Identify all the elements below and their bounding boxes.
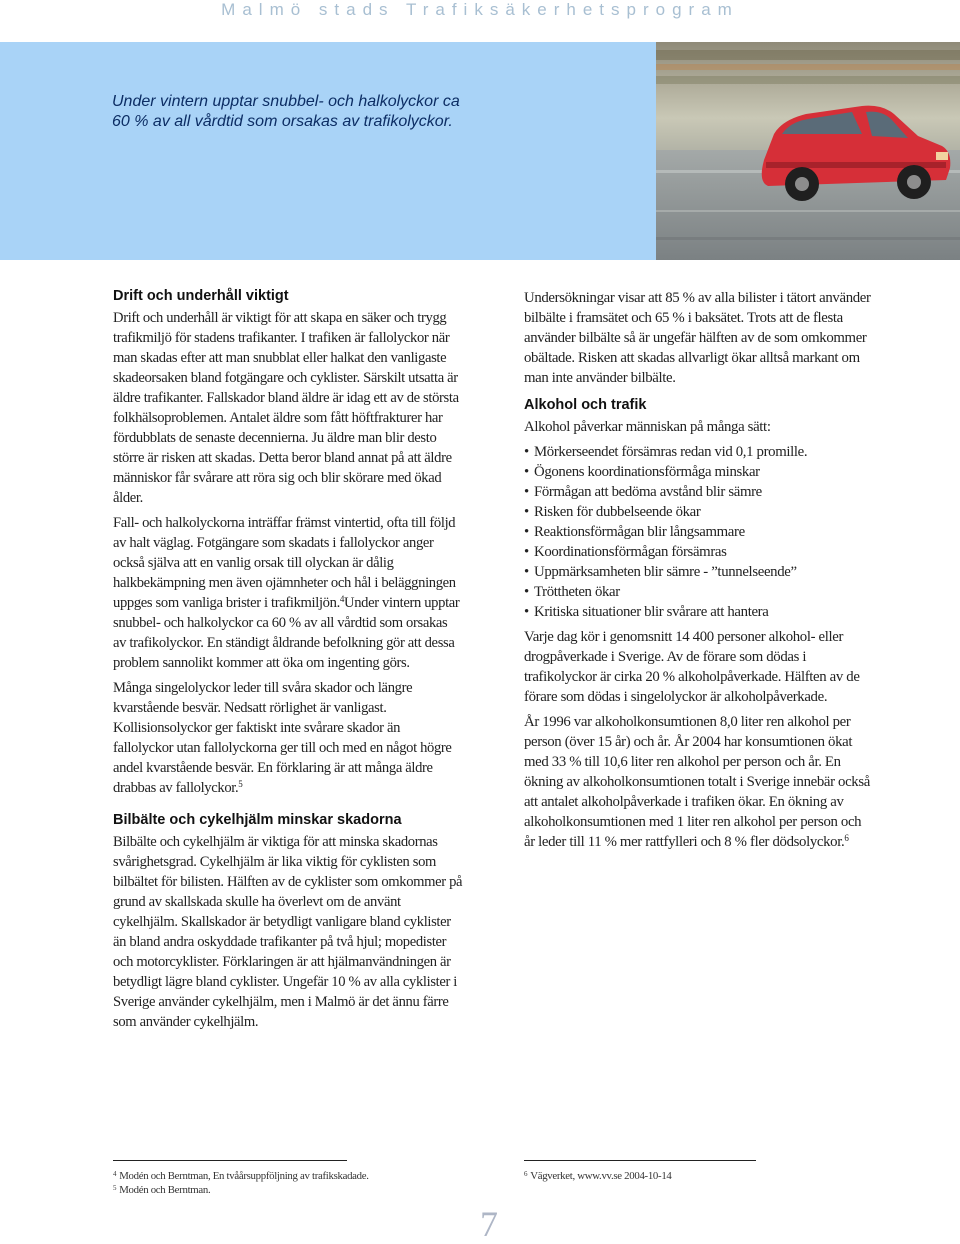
list-item: • Reaktionsförmågan blir långsammare: [524, 522, 874, 542]
red-car-motion-photo: [656, 42, 960, 260]
alkohol-effects-list: [524, 442, 874, 622]
footnotes-left: [113, 1169, 453, 1197]
section-heading-drift: Drift och underhåll viktigt: [113, 288, 289, 304]
paragraph-drift-1: Drift och underhåll är viktigt för att skapa en säker och trygg trafikmiljö för stadens trafikanter. I trafiken är fallolyckor när man skadas efter att man snubblat eller halkat den vanligaste skadeorsaken bland fotgängare och cyklister. Särskilt utsatta är äldre trafikanter. Fallskador bland äldre är idag ett av de största folkhälsoproblemen. Antalet äldre som fått höftfrakturer har fördubblats de senaste decennierna. Ju äldre man blir desto större är risken att skadas. Detta beror bland annat på att äldre människor får svårare att röra sig och blir skörare med ökad ålder.: [113, 310, 459, 506]
paragraph-alkohol-lead: Alkohol påverkar människan på många sätt:: [524, 419, 771, 435]
list-item: • Ögonens koordinationsförmåga minskar: [524, 462, 874, 482]
paragraph-alkohol-2: [524, 712, 874, 852]
paragraph-bilbalte-1: Bilbälte och cykelhjälm är viktiga för att minska skadornas svårighetsgrad. Cykelhjälm är lika viktig för cyklisten som bilbältet för bilisten. Hälften av de cyklister som omkommer på grund av skallskada skulle ha överlevt om de använt cykelhjälm. Skallskador är betydligt vanligare bland cyklister än bland andra oskyddade trafikanter på två hjul; mopedister och motorcyklister. Förklaringen är att hjälmanvändningen är betydligt lägre bland cyklister. Ungefär 10 % av alla cyklister i Sverige använder cykelhjälm, men i Malmö är det ännu färre som använder cykelhjälm.: [113, 834, 463, 1030]
list-item: • Förmågan att bedöma avstånd blir sämre: [524, 482, 874, 502]
paragraph-intro: Undersökningar visar att 85 % av alla bilister i tätort använder bilbälte i framsätet och 65 % i baksätet. Trots att de flesta använder bilbälte så är ungefär hälften av de som omkommer obältade. Risken att skadas allvarligt ökar alltså markant om man inte använder bilbälte.: [524, 290, 871, 386]
footnote-6: $^6$ Vägverket, www.vv.se 2004-10-14: [524, 1170, 672, 1182]
quote-banner: [0, 42, 656, 260]
list-item: • Kritiska situationer blir svårare att hantera: [524, 602, 874, 622]
paragraph-drift-3: [113, 678, 463, 798]
footnote-divider-left: [113, 1160, 347, 1161]
footnote-5: $^5$ Modén och Berntman.: [113, 1184, 211, 1196]
left-column: [113, 288, 463, 1037]
document-header-title: Malmö stads Trafiksäkerhetsprogram: [221, 0, 739, 19]
paragraph-drift-3-text: Många singelolyckor leder till svåra skador och längre kvarstående besvär. Nedsatt rörlighet är vanligast. Kollisionsolyckor ger faktiskt inte svårare skador än fallolyckor utan fallolyckorna ger till och med en något högre andel kvarstående besvär. En förklaring är att många äldre drabbas av fallolyckor.: [113, 680, 452, 796]
footnote-divider-right: [524, 1160, 756, 1161]
section-heading-bilbalte: Bilbälte och cykelhjälm minskar skadorna: [113, 812, 402, 828]
list-item: • Mörkerseendet försämras redan vid 0,1 promille.: [524, 442, 874, 462]
paragraph-drift-2: [113, 513, 463, 673]
footnotes-right: [524, 1169, 824, 1183]
banner-quote-line-1: Under vintern upptar snubbel- och halkolyckor ca: [112, 93, 460, 110]
footnote-ref-4: 4: [339, 594, 345, 604]
page-number: 7: [480, 1204, 498, 1244]
paragraph-drift-2-part-b: Under vintern upptar snubbel- och halkolyckor ca 60 % av all vårdtid som orsakas av trafikolyckor. En ständigt åldrande befolkning gör att dessa problem sannolikt kommer att öka om ingenting görs.: [113, 595, 460, 671]
list-item: • Uppmärksamheten blir sämre - ”tunnelseende”: [524, 562, 874, 582]
banner-quote: [112, 92, 632, 132]
list-item: • Koordinationsförmågan försämras: [524, 542, 874, 562]
footnote-ref-5: 5: [238, 779, 243, 789]
right-column: [524, 288, 874, 857]
list-item: • Tröttheten ökar: [524, 582, 874, 602]
section-heading-alkohol: Alkohol och trafik: [524, 397, 647, 413]
paragraph-alkohol-1: Varje dag kör i genomsnitt 14 400 personer alkohol- eller drogpåverkade i Sverige. Av de förare som dödas i trafikolyckor är cirka 20 % alkoholpåverkade. Hälften av de förare som dödas i singelolyckor är alkoholpåverkade.: [524, 629, 860, 705]
paragraph-alkohol-2-text: År 1996 var alkoholkonsumtionen 8,0 liter ren alkohol per person (över 15 år) och år. År 2004 har konsumtionen ökat med 33 % till 10,6 liter ren alkohol per person och år. En ökning av alkoholkonsumtionen totalt i Sverige innebär också att antalet alkoholpåverkade i trafiken ökar. En ökning av alkoholkonsumtionen med 1 liter ren alkohol per person och år leder till 11 % mer rattfylleri och 8 % fler dödsolyckor.: [524, 714, 870, 850]
list-item: • Risken för dubbelseende ökar: [524, 502, 874, 522]
banner-quote-line-2: 60 % av all vårdtid som orsakas av trafikolyckor.: [112, 113, 453, 130]
footnote-4: $^4$ Modén och Berntman, En tvåårsuppföljning av trafikskadade.: [113, 1170, 369, 1182]
paragraph-drift-2-part-a: Fall- och halkolyckorna inträffar främst vintertid, ofta till följd av halt väglag. Fotgängare som skadats i fallolyckor anger också själva att en vanlig orsak till olyckan är dålig halkbekämpning men även ojämnheter och hål i beläggningen uppges som vanliga brister i trafikmiljön.: [113, 515, 456, 611]
footnote-ref-6: 6: [844, 833, 849, 843]
